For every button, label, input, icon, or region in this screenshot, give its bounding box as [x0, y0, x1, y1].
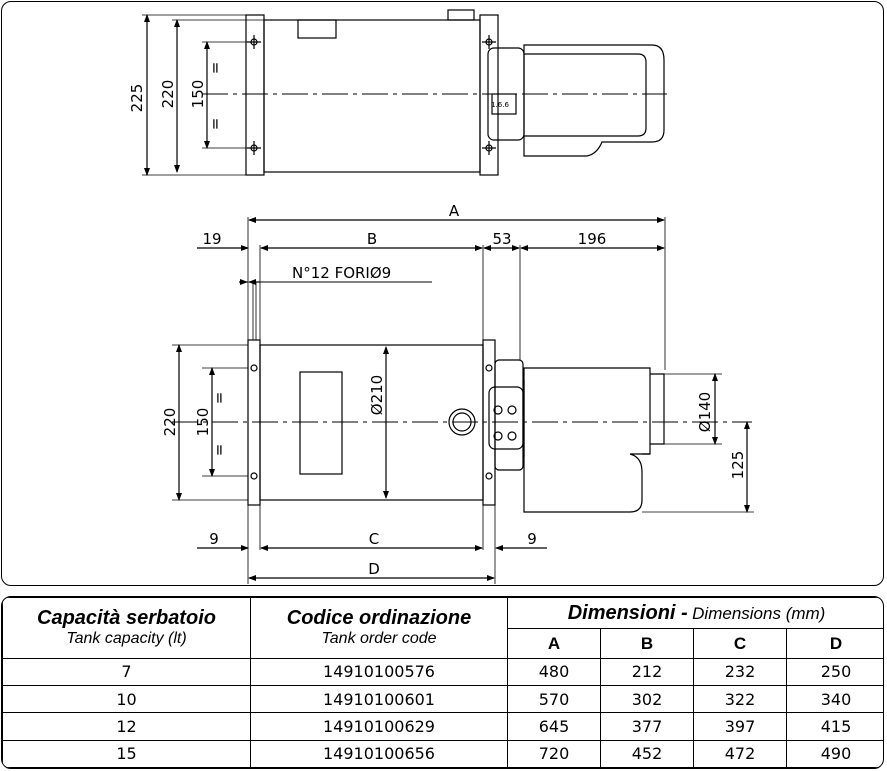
cell-b: 377: [601, 713, 694, 740]
side-dim-B: B: [366, 230, 378, 248]
side-dim-150: 150: [194, 407, 212, 437]
cell-b: 302: [601, 686, 694, 713]
dimensions-table: [2, 597, 884, 768]
cell-a: 645: [508, 713, 601, 740]
cell-capacity: 15: [3, 740, 251, 767]
top-dim-150: 150: [189, 79, 207, 109]
header-capacity: [3, 598, 251, 659]
top-filler-window: [298, 20, 336, 38]
header-order-code-en: Tank order code: [321, 630, 437, 648]
header-order-code-it: Codice ordinazione: [286, 607, 472, 630]
top-dim-225: 225: [128, 83, 146, 113]
side-view: [172, 217, 754, 584]
side-dim-D: D: [368, 560, 380, 578]
side-dim-220: 220: [161, 407, 179, 437]
table-row: [3, 686, 885, 713]
header-dimensions-it: Dimensioni -: [567, 601, 688, 624]
cell-code: 14910100601: [251, 686, 508, 713]
header-capacity-it: Capacità serbatoio: [37, 607, 216, 630]
cell-d: 340: [787, 686, 885, 713]
motor-label: 1.6.6: [491, 101, 509, 109]
cell-b: 212: [601, 658, 694, 685]
table-row: [3, 713, 885, 740]
header-dim-c: C: [694, 629, 787, 658]
side-valve-block: [495, 360, 523, 470]
header-dimensions-en: Dimensions (mm): [692, 603, 826, 623]
side-dim-9-right: 9: [527, 530, 537, 548]
cell-capacity: 10: [3, 686, 251, 713]
side-level-window: [300, 372, 342, 474]
top-filler-cap: [448, 10, 474, 20]
cell-code: 14910100576: [251, 658, 508, 685]
cell-a: 570: [508, 686, 601, 713]
cell-c: 472: [694, 740, 787, 767]
cell-capacity: 7: [3, 658, 251, 685]
top-dim-220: 220: [159, 79, 177, 109]
cell-capacity: 12: [3, 713, 251, 740]
top-equal-mark-upper: =: [206, 61, 224, 75]
side-equal-mark-lower: =: [210, 443, 228, 457]
side-dim-210: Ø210: [368, 374, 386, 416]
side-dim-C: C: [368, 530, 380, 548]
dimensions-table-frame: [1, 596, 884, 769]
header-dimensions: [508, 598, 885, 629]
table-row: [3, 658, 885, 685]
cell-d: 490: [787, 740, 885, 767]
header-order-code: [251, 598, 508, 659]
cell-d: 415: [787, 713, 885, 740]
cell-code: 14910100656: [251, 740, 508, 767]
cell-c: 232: [694, 658, 787, 685]
side-dim-125: 125: [729, 450, 747, 480]
table-row: [3, 740, 885, 767]
side-dim-53: 53: [492, 230, 512, 248]
cell-c: 322: [694, 686, 787, 713]
side-dim-19: 19: [202, 230, 222, 248]
technical-drawing: [2, 2, 885, 587]
cell-c: 397: [694, 713, 787, 740]
cell-code: 14910100629: [251, 713, 508, 740]
top-tank-body: [264, 20, 480, 172]
side-dim-140: Ø140: [696, 391, 714, 433]
cell-a: 480: [508, 658, 601, 685]
drawing-frame: [1, 1, 884, 586]
cell-b: 452: [601, 740, 694, 767]
side-motor: [524, 368, 650, 512]
header-dim-b: B: [601, 629, 694, 658]
side-dim-196: 196: [577, 230, 607, 248]
header-capacity-en: Tank capacity (lt): [66, 630, 187, 648]
top-view: [142, 10, 667, 175]
top-bolt-holes: [247, 35, 496, 155]
header-dim-a: A: [508, 629, 601, 658]
top-motor: [524, 45, 664, 156]
side-equal-mark-upper: =: [210, 391, 228, 405]
cell-d: 250: [787, 658, 885, 685]
side-dim-A: A: [448, 202, 460, 220]
holes-note: N°12 FORIØ9: [292, 264, 392, 282]
cell-a: 720: [508, 740, 601, 767]
header-dim-d: D: [787, 629, 885, 658]
side-dim-9-left: 9: [209, 530, 219, 548]
top-equal-mark-lower: =: [206, 117, 224, 131]
